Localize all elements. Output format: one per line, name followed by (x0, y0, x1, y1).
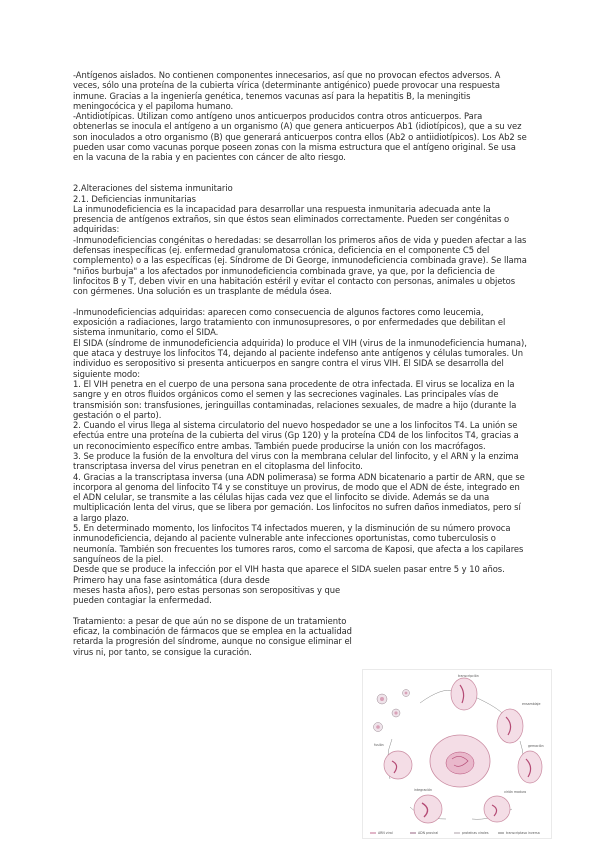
central-cell (430, 735, 490, 787)
legend-item: transcriptasa inversa (506, 831, 540, 836)
legend-item: ADN proviral (418, 831, 439, 836)
cell-left (384, 751, 412, 779)
cell-right-top (497, 709, 523, 743)
hiv-cycle-figure (362, 669, 552, 839)
step-3: 3. Se produce la fusión de la envoltura del virus con la membrana celular del linfocito, y el ARN y la enzima transcriptasa inversa del virus penetran en el citoplasma del linfocito. (73, 450, 519, 472)
paragraph-congenitas: -Inmunodeficiencias congénitas o heredadas: se desarrollan los primeros años de vida y pueden afectar a las defensas inespecíficas (ej. enfermedad granulomatosa crónica, deficiencia en el componente C5 del complemento) o a las específicas (ej. Síndrome de Di George, inmunodeficiencia combinada grave). Se llama "niños burbuja" a los afectados por inmunodeficiencia combinada grave, ya que, por la deficiencia de linfocitos B y T, deben vivir en una habitación estéril y evitar el contacto con personas, animales u objetos con gérmenes. Una solución es un trasplante de médula ósea. (73, 234, 527, 297)
hiv-cycle-diagram (362, 669, 552, 839)
paragraph-antidiotipicas: -Antidiotípicas. Utilizan como antígeno unos anticuerpos producidos contra otros anticuerpos. Para obtenerlas se inocula el antígeno a un organismo (A) que genera anticuerpos Ab1 (idiotípicos), que a su vez son inoculados a otro organismo (B) que generará anticuerpos contra ellos (Ab2 o antiidiotípicos). Los Ab2 se pueden usar como vacunas porque poseen zonas con la misma estructura que el antígeno original. Se usa en la vacuna de la rabia y en pacientes con cáncer de alto riesgo. (73, 111, 527, 163)
label-bottom-right: virión maduro (504, 790, 527, 794)
paragraph-sida: El SIDA (síndrome de inmunodeficiencia adquirida) lo produce el VIH (virus de la inmunodeficiencia humana), que ataca y destruye los linfocitos T4, dejando al paciente indefenso ante antígenos y células tumorales. Un individuo es seropositivo si presenta anticuerpos en sangre contra el virus VIH. El SIDA se desarrolla del siguiente modo: (73, 337, 527, 379)
step-4: 4. Gracias a la transcriptasa inversa (una ADN polimerasa) se forma ADN bicatenario a partir de ARN, que se incorpora al genoma del linfocito T4 y se constituye un provirus, de modo que el ADN de éste, integrado en el ADN celular, se transmite a las células hijas cada vez que el linfocito se divide. Además se da una multiplicación lenta del virus, que se libera por gemación. Los linfocitos no sufren daños inmediatos, pero sí a largo plazo. (73, 471, 525, 523)
label-right-top: ensamblaje (522, 702, 541, 706)
document-body (73, 70, 528, 657)
label-bottom-left: integración (414, 788, 433, 792)
paragraph-antigenos-aislados: -Antígenos aislados. No contienen componentes innecesarios, así que no provocan efectos adversos. A veces, sólo una proteína de la cubierta vírica (determinante antigénico) puede provocar una respuesta inmune. Gracias a la ingeniería genética, tenemos vacunas así para la hepatitis B, la meningitis meningocócica y el papiloma humano. (73, 70, 501, 111)
paragraph-inmunodeficiencia: La inmunodeficiencia es la incapacidad para desarrollar una respuesta inmunitaria adecuada ante la presencia de antígenos extraños, sin que éstos sean eliminados correctamente. Pueden ser congénitas o adquiridas: (73, 203, 510, 235)
label-right: gemación (528, 744, 544, 748)
step-2: 2. Cuando el virus llega al sistema circulatorio del nuevo hospedador se une a los linfocitos T4. La unión se efectúa entre una proteína de la cubierta del virus (Gp 120) y la proteína CD4 de los linfocitos T4, gracias a un reconocimiento específico entre ambas. También puede producirse la unión con los macrófagos. (73, 420, 519, 451)
legend-item: proteínas virales (462, 831, 489, 836)
cell-bottom-left (414, 795, 442, 823)
subsection-heading: 2.1. Deficiencias inmunitarias (73, 193, 196, 204)
paragraph-seropositivas: meses hasta años), pero estas personas son seropositivas y que pueden contagiar la enfermedad. (73, 584, 341, 606)
paragraph-fase-asintomatica: Desde que se produce la infección por el VIH hasta que aparece el SIDA suelen pasar entre 5 y 10 años. Primero hay una fase asintomática (dura desde (73, 564, 505, 585)
cell-right (518, 751, 542, 783)
section-heading: 2.Alteraciones del sistema inmunitario (73, 183, 233, 194)
cell-bottom-right (484, 796, 510, 822)
paragraph-adquiridas: -Inmunodeficiencias adquiridas: aparecen como consecuencia de algunos factores como leucemia, exposición a radiaciones, largo tratamiento con inmunosupresores, o por enfermedades que debilitan el sistema inmunitario, como el SIDA. (73, 306, 506, 338)
step-5: 5. En determinado momento, los linfocitos T4 infectados mueren, y la disminución de su número provoca inmunodeficiencia, dejando al paciente vulnerable ante infecciones oportunistas, como tuberculosis o neumonía. También son frecuentes los tumores raros, como el sarcoma de Kaposi, que afecta a los capilares sanguíneos de la piel. (73, 523, 524, 564)
paragraph-tratamiento: Tratamiento: a pesar de que aún no se dispone de un tratamiento eficaz, la combinación de fármacos que se emplea en la actualidad retarda la progresión del síndrome, aunque no consigue eliminar el virus ni, por tanto, se consigue la curación. (73, 615, 352, 657)
label-left: fusión (374, 743, 384, 747)
step-1: 1. El VIH penetra en el cuerpo de una persona sana procedente de otra infectada. El virus se localiza en la sangre y en otros fluidos orgánicos como el semen y las secreciones vaginales. Las principales vías de transmisión son: transfusiones, jeringuillas contaminadas, relaciones sexuales, de madre a hijo (durante la gestación o el parto). (73, 378, 517, 420)
cell-top (451, 678, 477, 710)
label-top: transcripción (458, 674, 479, 678)
legend-item: ARN viral (378, 831, 393, 836)
